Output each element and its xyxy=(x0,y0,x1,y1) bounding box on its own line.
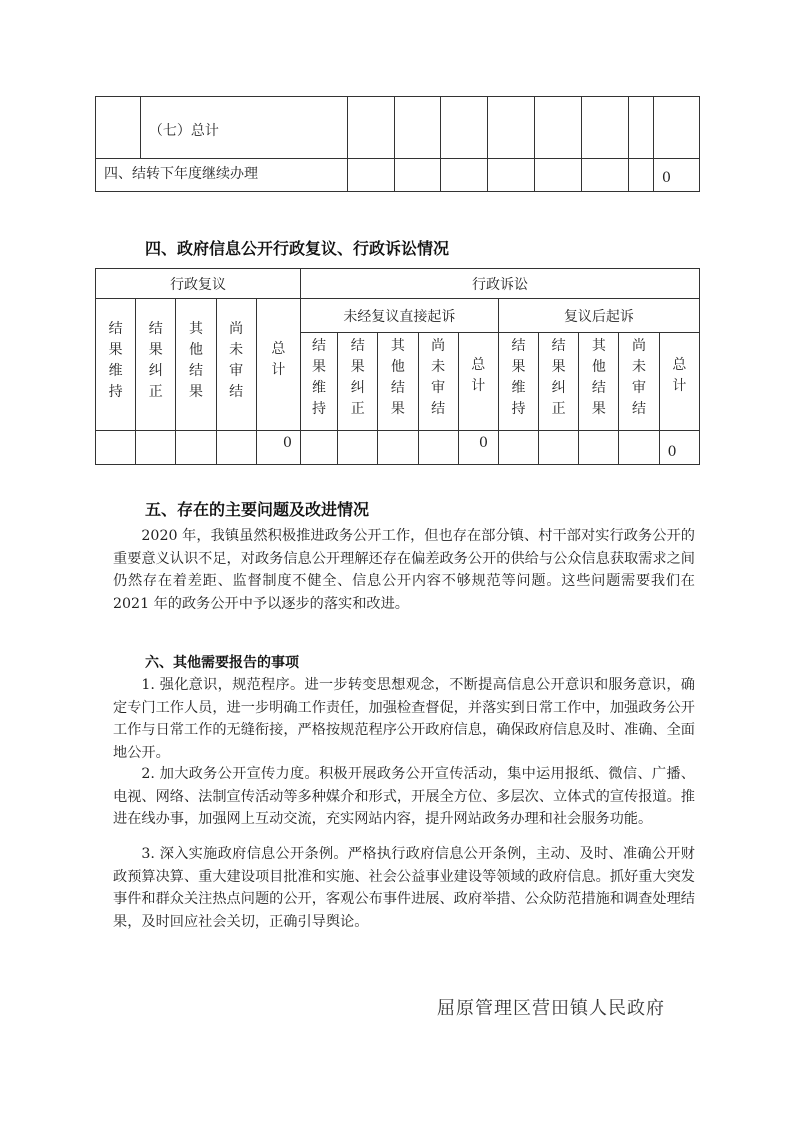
recon-col-5: 总 计 xyxy=(256,299,300,431)
recon-col-2: 结 果 纠 正 xyxy=(136,299,176,431)
section4-title: 四、政府信息公开行政复议、行政诉讼情况 xyxy=(145,239,450,258)
lit-header: 行政诉讼 xyxy=(300,269,699,299)
section6-item-3: 3. 深入实施政府信息公开条例。严格执行政府信息公开条例，主动、及时、准确公开财政预算决算、重大建设项目批准和实施、社会公益事业建设等领域的政府信息。抓好重大突发事件和群众关注热点问题的公开，客观公布事件进展、政府举措、公众防范措施和调查处理结果，及时回应社会关切，正确引导舆论。 xyxy=(113,846,695,930)
direct-header: 未经复议直接起诉 xyxy=(300,299,498,333)
recon-col-3: 其 他 结 果 xyxy=(176,299,216,431)
table-row xyxy=(96,431,700,465)
section5-body: 2020 年，我镇虽然积极推进政务公开工作，但也存在部分镇、村干部对实行政务公开的重要意义认识不足，对政务信息公开理解还存在偏差政务公开的供给与公众信息获取需求之间仍然存在着差距、监督制度不健全、信息公开内容不够规范等问题。这些问题需要我们在 2021 年的政务公开中予以逐步的落实和改进。 xyxy=(113,528,695,612)
after-total-value: 0 xyxy=(659,431,699,465)
table-row xyxy=(96,269,700,299)
after-col-5: 总 计 xyxy=(659,333,699,431)
direct-col-1: 结 果 维 持 xyxy=(300,333,337,431)
after-col-4: 尚 未 审 结 xyxy=(619,333,659,431)
direct-col-5: 总 计 xyxy=(458,333,498,431)
section6-item-1: 1. 强化意识，规范程序。进一步转变思想观念，不断提高信息公开意识和服务意识，确定专门工作人员，进一步明确工作责任，加强检查督促，并落实到日常工作中，加强政务公开工作与日常工作的无缝衔接，严格按规范程序公开政府信息，确保政府信息及时、准确、全面地公开。 xyxy=(113,677,695,761)
recon-total-value: 0 xyxy=(256,431,300,465)
direct-col-3: 其 他 结 果 xyxy=(378,333,418,431)
recon-col-1: 结 果 维 持 xyxy=(96,299,136,431)
table-row xyxy=(96,159,700,192)
table-row xyxy=(96,299,700,333)
after-header: 复议后起诉 xyxy=(498,299,699,333)
section6-title: 六、其他需要报告的事项 xyxy=(145,655,299,671)
total-row-label: （七）总计 xyxy=(140,97,347,159)
after-col-1: 结 果 维 持 xyxy=(498,333,538,431)
carry-row-value: 0 xyxy=(654,159,700,192)
direct-col-2: 结 果 纠 正 xyxy=(338,333,378,431)
after-col-2: 结 果 纠 正 xyxy=(539,333,579,431)
after-col-3: 其 他 结 果 xyxy=(579,333,619,431)
direct-col-4: 尚 未 审 结 xyxy=(418,333,458,431)
carry-row-label: 四、结转下年度继续办理 xyxy=(96,159,348,192)
review-litigation-table xyxy=(95,268,700,465)
recon-col-4: 尚 未 审 结 xyxy=(216,299,256,431)
direct-total-value: 0 xyxy=(458,431,498,465)
recon-header: 行政复议 xyxy=(96,269,301,299)
signature: 屈原管理区营田镇人民政府 xyxy=(437,998,665,1019)
section6-item-2: 2. 加大政务公开宣传力度。积极开展政务公开宣传活动，集中运用报纸、微信、广播、电视、网络、法制宣传活动等多种媒介和形式，开展全方位、多层次、立体式的宣传报道。推进在线办事，加强网上互动交流，充实网站内容，提升网站政务办理和社会服务功能。 xyxy=(113,766,695,827)
section5-title: 五、存在的主要问题及改进情况 xyxy=(145,500,370,519)
table-row xyxy=(96,97,700,159)
disposal-table xyxy=(95,96,700,192)
